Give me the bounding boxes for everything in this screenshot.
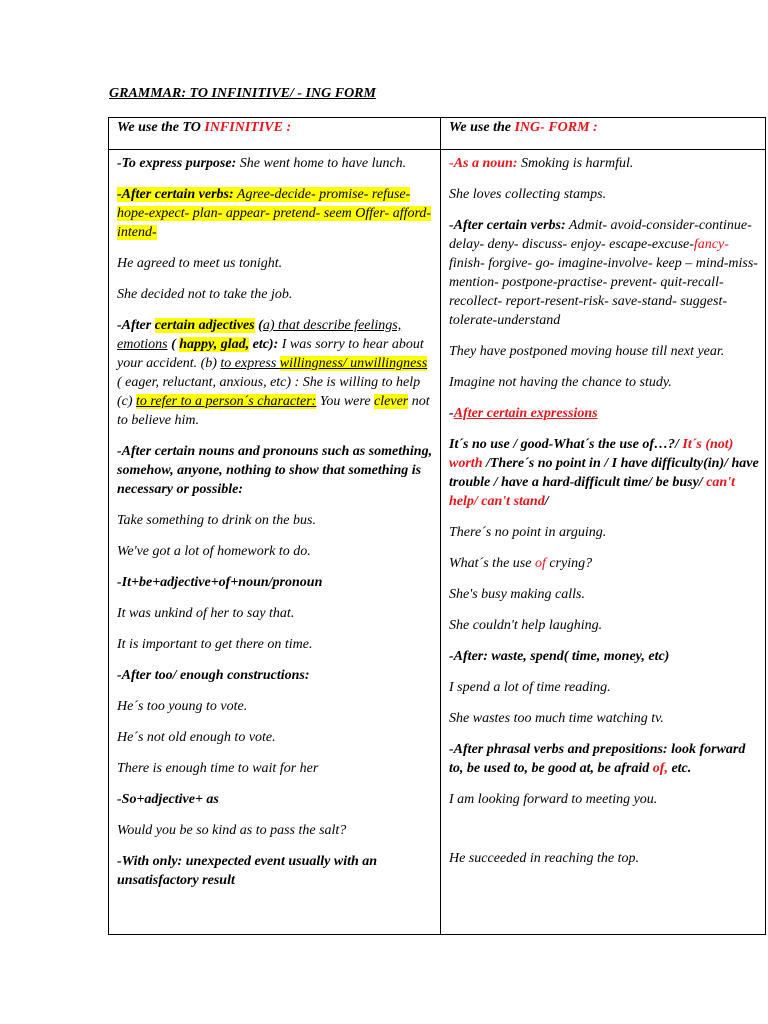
- rule-adjectives-sorry: I was sorry to hear about your accident. (b): [117, 337, 424, 371]
- rule-verbs-label: After certain verbs:: [121, 187, 234, 202]
- example-decided: She decided not to take the job.: [117, 287, 293, 302]
- rule-expressions-label: After certain expressions: [453, 406, 598, 421]
- example-spend: I spend a lot of time reading.: [449, 680, 611, 695]
- rule-adjectives-certain: certain adjectives: [154, 318, 255, 333]
- rule-noun-dash: -: [449, 156, 454, 171]
- rule-adjectives-a: a) that describe feelings, emotions: [117, 318, 402, 352]
- rule-adjectives-after: -After: [117, 318, 155, 333]
- rule-purpose: [117, 154, 434, 173]
- rule-ing-verbs-b: finish- forgive- go- imagine-involve- keep – mind-miss- mention- postpone-practise- prevent- quit-recall- recollect- report-resent-risk- save-stand- suggest- tolerate-understand: [449, 256, 758, 328]
- rule-verbs-list: Agree-decide- promise- refuse- hope-expect- plan- appear- pretend- seem Offer- afford- intend-: [117, 187, 432, 240]
- example-kind: Would you be so kind as to pass the salt?: [117, 823, 347, 838]
- rule-adjectives-were: You were: [316, 394, 375, 409]
- rule-expressions-dash: -: [449, 406, 454, 421]
- phrasal-b: etc.: [667, 761, 692, 776]
- content-row: [109, 150, 766, 935]
- rule-verbs: [117, 185, 434, 242]
- rule-adjectives-etc: etc):: [249, 337, 279, 352]
- expressions-b: /There´s no point in / I have difficulty(in)/ have trouble / have a hard-difficult time/ be busy/: [449, 456, 759, 490]
- example-no-point: There´s no point in arguing.: [449, 525, 607, 540]
- rule-ing-verbs-label: -After certain verbs:: [449, 218, 566, 233]
- example-agreed: He agreed to meet us tonight.: [117, 256, 283, 271]
- rule-ing-verbs: [449, 216, 759, 330]
- header-ing-red: ING- FORM :: [514, 120, 598, 135]
- rule-adjectives-b2: willingness/ unwillingness: [279, 356, 428, 371]
- example-enough-time: There is enough time to wait for her: [117, 761, 319, 776]
- example-forward: I am looking forward to meeting you.: [449, 792, 658, 807]
- document-title: GRAMMAR: TO INFINITIVE/ - ING FORM: [109, 86, 376, 101]
- example-homework: We've got a lot of homework to do.: [117, 544, 311, 559]
- rule-noun-label: As a noun:: [453, 156, 518, 171]
- example-wastes: She wastes too much time watching tv.: [449, 711, 664, 726]
- rule-ing-verbs-a: Admit- avoid-consider-continue- delay- deny- discuss- enjoy- escape-excuse-: [449, 218, 752, 252]
- example-important: It is important to get there on time.: [117, 637, 313, 652]
- header-infinitive-prefix: We use the TO: [117, 120, 205, 135]
- phrasal-a: -After phrasal verbs and prepositions: look forward to, be used to, be good at, be afraid: [449, 742, 746, 776]
- grammar-table: [108, 117, 766, 935]
- header-row: [109, 118, 766, 150]
- rule-it-be: -It+be+adjective+of+noun/pronoun: [117, 575, 323, 590]
- rule-too-enough: -After too/ enough constructions:: [117, 668, 310, 683]
- rule-with-only: -With only: unexpected event usually with an unsatisfactory result: [117, 854, 378, 888]
- ing-form-column: [441, 150, 766, 935]
- example-imagine: Imagine not having the chance to study.: [449, 375, 672, 390]
- expressions-c: /: [544, 494, 549, 509]
- expressions-a: It´s no use / good-What´s the use of…?/: [449, 437, 683, 452]
- example-use-a: What´s the use: [449, 556, 535, 571]
- rule-adjectives-happy: happy, glad,: [179, 337, 250, 352]
- rule-adjectives: [117, 316, 434, 430]
- rule-adjectives-end: not to believe him.: [117, 394, 430, 428]
- example-use-crying: [449, 554, 759, 573]
- blank-spacer: [449, 821, 759, 849]
- rule-adjectives-open: (: [254, 318, 263, 333]
- rule-adjectives-c: to refer to a person´s character:: [136, 394, 317, 409]
- header-ing-form: [441, 118, 766, 150]
- rule-purpose-label: -To express purpose:: [117, 156, 237, 171]
- rule-so-adjective: -So+adjective+ as: [117, 792, 219, 807]
- rule-adjectives-b-list: ( eager, reluctant, anxious, etc) : She is willing to help (c): [117, 375, 421, 409]
- rule-expressions-list: [449, 435, 759, 511]
- rule-adjectives-clever: clever: [374, 394, 409, 409]
- rule-nouns: -After certain nouns and pronouns such as something, somehow, anyone, nothing to show that something is necessary or possible:: [117, 444, 433, 497]
- expressions-worth: It´s (not) worth: [449, 437, 734, 471]
- rule-adjectives-b1: to express: [220, 356, 280, 371]
- rule-noun: [449, 154, 759, 173]
- rule-phrasal: [449, 740, 759, 778]
- example-not-old: He´s not old enough to vote.: [117, 730, 276, 745]
- example-use-b: crying?: [545, 556, 593, 571]
- example-too-young: He´s too young to vote.: [117, 699, 248, 714]
- phrasal-of: of,: [652, 761, 668, 776]
- rule-waste-spend: -After: waste, spend( time, money, etc): [449, 649, 670, 664]
- example-help: She couldn't help laughing.: [449, 618, 603, 633]
- expressions-cant: can't help/ can't stand: [449, 475, 735, 509]
- rule-expressions: [449, 404, 759, 423]
- example-use-of: of: [534, 556, 546, 571]
- header-infinitive-red: INFINITIVE :: [204, 120, 292, 135]
- rule-purpose-example: She went home to have lunch.: [236, 156, 407, 171]
- rule-ing-verbs-fancy: fancy-: [693, 237, 729, 252]
- rule-verbs-dash: -: [117, 187, 122, 202]
- header-ing-prefix: We use the: [449, 120, 515, 135]
- rule-noun-example: Smoking is harmful.: [517, 156, 634, 171]
- rule-adjectives-paren: (: [167, 337, 180, 352]
- example-take: Take something to drink on the bus.: [117, 513, 316, 528]
- example-succeeded: He succeeded in reaching the top.: [449, 851, 639, 866]
- example-postponed: They have postponed moving house till next year.: [449, 344, 725, 359]
- header-infinitive: [109, 118, 441, 150]
- example-stamps: She loves collecting stamps.: [449, 187, 607, 202]
- infinitive-column: [109, 150, 441, 935]
- example-unkind: It was unkind of her to say that.: [117, 606, 295, 621]
- example-busy: She's busy making calls.: [449, 587, 585, 602]
